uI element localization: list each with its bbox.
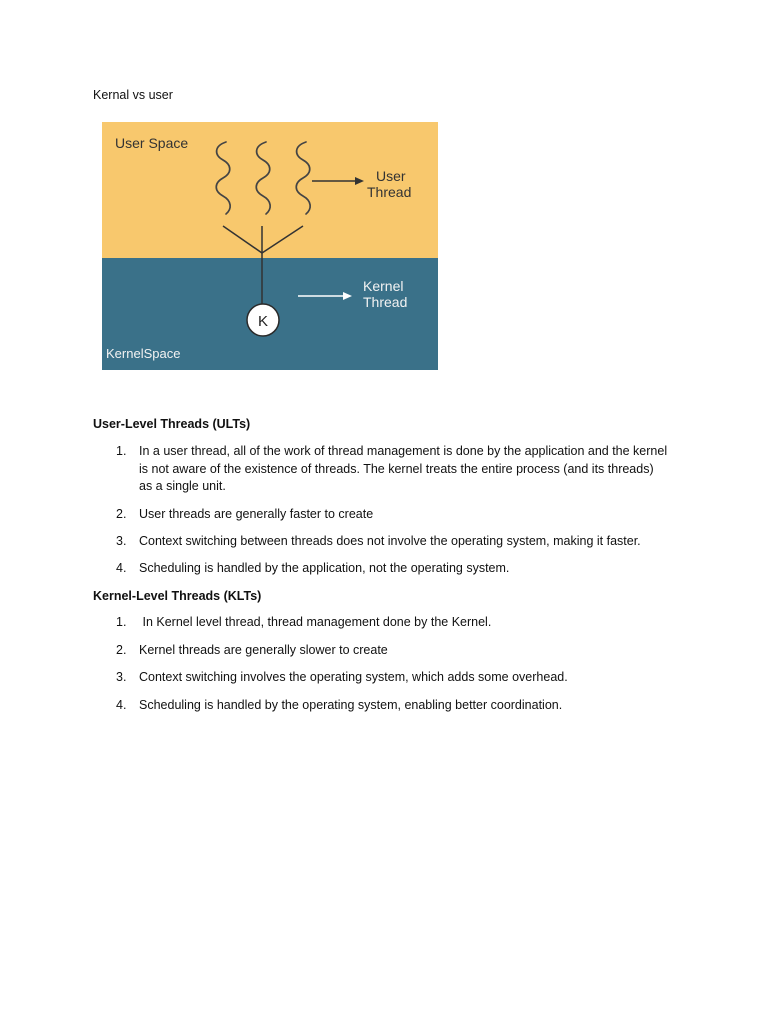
user-thread-label-line1: User xyxy=(376,168,406,184)
list-item-number: 4. xyxy=(116,561,127,575)
list-item-text: Context switching involves the operating system, which adds some overhead. xyxy=(139,670,568,684)
list-item-text: Scheduling is handled by the application, not the operating system. xyxy=(139,561,510,575)
list-item-number: 1. xyxy=(116,444,127,458)
kernel-space-label: KernelSpace xyxy=(106,346,181,361)
list-item-text: Kernel threads are generally slower to create xyxy=(139,643,388,657)
ult-heading: User-Level Threads (ULTs) xyxy=(93,417,251,431)
kernel-node-label: K xyxy=(257,313,269,330)
list-item-number: 2. xyxy=(116,507,127,521)
list-item-number: 4. xyxy=(116,698,127,712)
klt-heading: Kernel-Level Threads (KLTs) xyxy=(93,589,262,603)
threads-diagram-svg xyxy=(102,122,438,370)
kernel-thread-label-line1: Kernel xyxy=(363,278,404,294)
list-item-number: 2. xyxy=(116,643,127,657)
list-item-number: 1. xyxy=(116,615,127,629)
list-item-number: 3. xyxy=(116,534,127,548)
threads-diagram xyxy=(102,122,438,370)
list-item-text: User threads are generally faster to create xyxy=(139,507,374,521)
list-item-text: Scheduling is handled by the operating system, enabling better coordination. xyxy=(139,698,563,712)
list-item-number: 3. xyxy=(116,670,127,684)
list-item-text: Context switching between threads does not involve the operating system, making it faster. xyxy=(139,534,641,548)
list-item-text: In Kernel level thread, thread management done by the Kernel. xyxy=(139,615,492,629)
user-space-label: User Space xyxy=(115,135,189,151)
document-title: Kernal vs user xyxy=(93,88,173,102)
list-item-text: In a user thread, all of the work of thread management is done by the application and the kernel is not aware of the existence of threads. The kernel treats the entire process (and its threads) as a single unit. xyxy=(139,444,668,493)
user-thread-label-line2: Thread xyxy=(367,184,412,200)
kernel-thread-label-line2: Thread xyxy=(363,294,408,310)
